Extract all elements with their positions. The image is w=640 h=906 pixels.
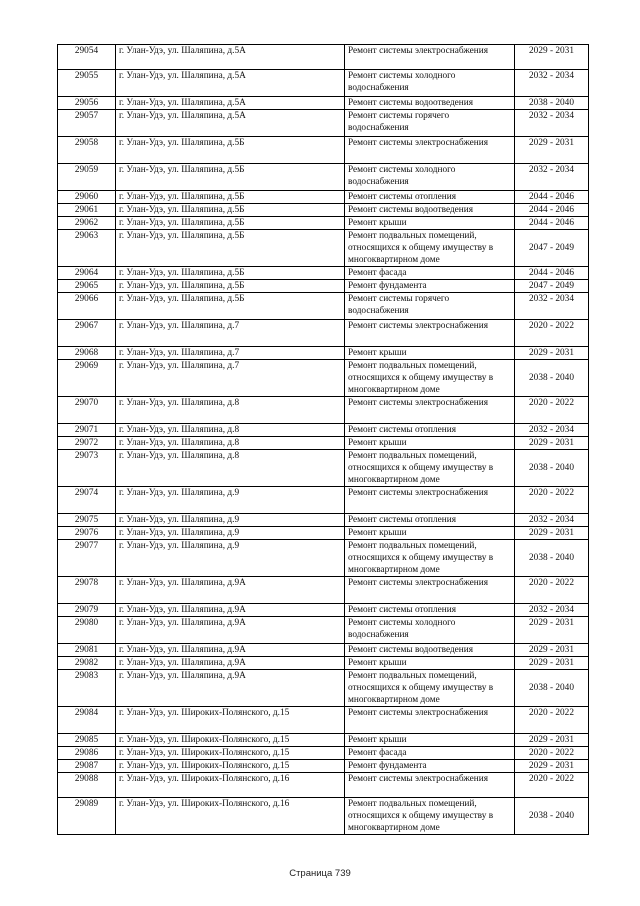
address-cell: г. Улан-Удэ, ул. Шаляпина, д.5Б [116,204,345,217]
row-number-cell: 29057 [58,110,116,137]
work-type-cell: Ремонт системы отопления [345,191,515,204]
work-type-cell: Ремонт системы электроснабжения [345,577,515,604]
table-row [58,604,589,617]
row-number-cell: 29070 [58,397,116,424]
address-cell: г. Улан-Удэ, ул. Шаляпина, д.8 [116,450,345,487]
row-number-cell: 29078 [58,577,116,604]
address-cell: г. Улан-Удэ, ул. Широких-Полянского, д.15 [116,734,345,747]
table-row [58,734,589,747]
address-cell: г. Улан-Удэ, ул. Шаляпина, д.9А [116,617,345,644]
row-number-cell: 29079 [58,604,116,617]
work-type-cell: Ремонт подвальных помещений, относящихся к общему имуществу в многоквартирном доме [345,540,515,577]
address-cell: г. Улан-Удэ, ул. Шаляпина, д.5Б [116,267,345,280]
work-type-cell: Ремонт фасада [345,747,515,760]
row-number-cell: 29087 [58,760,116,773]
table-row [58,707,589,734]
address-cell: г. Улан-Удэ, ул. Шаляпина, д.7 [116,320,345,347]
period-cell: 2032 - 2034 [515,604,589,617]
work-type-cell: Ремонт системы электроснабжения [345,45,515,70]
table-row [58,657,589,670]
table-row [58,577,589,604]
work-type-cell: Ремонт крыши [345,347,515,360]
table-row [58,347,589,360]
table-row [58,424,589,437]
work-type-cell: Ремонт системы водоотведения [345,97,515,110]
work-type-cell: Ремонт системы электроснабжения [345,320,515,347]
row-number-cell: 29075 [58,514,116,527]
period-cell: 2020 - 2022 [515,747,589,760]
row-number-cell: 29069 [58,360,116,397]
table-row [58,320,589,347]
table-row [58,164,589,191]
address-cell: г. Улан-Удэ, ул. Шаляпина, д.9А [116,657,345,670]
address-cell: г. Улан-Удэ, ул. Шаляпина, д.5А [116,110,345,137]
row-number-cell: 29074 [58,487,116,514]
address-cell: г. Улан-Удэ, ул. Широких-Полянского, д.16 [116,798,345,835]
period-cell: 2038 - 2040 [515,670,589,707]
address-cell: г. Улан-Удэ, ул. Шаляпина, д.5А [116,97,345,110]
address-cell: г. Улан-Удэ, ул. Шаляпина, д.5Б [116,293,345,320]
work-type-cell: Ремонт подвальных помещений, относящихся к общему имуществу в многоквартирном доме [345,450,515,487]
address-cell: г. Улан-Удэ, ул. Шаляпина, д.9А [116,644,345,657]
row-number-cell: 29072 [58,437,116,450]
work-type-cell: Ремонт фундамента [345,280,515,293]
repair-schedule-table [57,44,589,835]
address-cell: г. Улан-Удэ, ул. Шаляпина, д.5А [116,70,345,97]
table-row [58,230,589,267]
period-cell: 2047 - 2049 [515,280,589,293]
row-number-cell: 29083 [58,670,116,707]
address-cell: г. Улан-Удэ, ул. Шаляпина, д.8 [116,424,345,437]
work-type-cell: Ремонт крыши [345,217,515,230]
period-cell: 2047 - 2049 [515,230,589,267]
table-row [58,70,589,97]
table-row [58,110,589,137]
table-body [58,45,589,835]
address-cell: г. Улан-Удэ, ул. Шаляпина, д.7 [116,347,345,360]
table-row [58,670,589,707]
table-row [58,204,589,217]
work-type-cell: Ремонт системы холодного водоснабжения [345,70,515,97]
period-cell: 2038 - 2040 [515,450,589,487]
address-cell: г. Улан-Удэ, ул. Шаляпина, д.5Б [116,164,345,191]
period-cell: 2029 - 2031 [515,760,589,773]
row-number-cell: 29066 [58,293,116,320]
address-cell: г. Улан-Удэ, ул. Широких-Полянского, д.15 [116,707,345,734]
period-cell: 2020 - 2022 [515,707,589,734]
row-number-cell: 29080 [58,617,116,644]
row-number-cell: 29081 [58,644,116,657]
table-row [58,397,589,424]
work-type-cell: Ремонт системы электроснабжения [345,487,515,514]
table-row [58,137,589,164]
work-type-cell: Ремонт системы горячего водоснабжения [345,293,515,320]
address-cell: г. Улан-Удэ, ул. Шаляпина, д.9 [116,540,345,577]
row-number-cell: 29054 [58,45,116,70]
period-cell: 2029 - 2031 [515,657,589,670]
table-row [58,773,589,798]
work-type-cell: Ремонт крыши [345,657,515,670]
address-cell: г. Улан-Удэ, ул. Шаляпина, д.5Б [116,217,345,230]
work-type-cell: Ремонт системы электроснабжения [345,397,515,424]
period-cell: 2044 - 2046 [515,204,589,217]
work-type-cell: Ремонт системы отопления [345,424,515,437]
row-number-cell: 29055 [58,70,116,97]
page-number: Страница 739 [289,868,351,879]
address-cell: г. Улан-Удэ, ул. Шаляпина, д.8 [116,437,345,450]
table-row [58,450,589,487]
address-cell: г. Улан-Удэ, ул. Широких-Полянского, д.15 [116,760,345,773]
work-type-cell: Ремонт системы горячего водоснабжения [345,110,515,137]
period-cell: 2038 - 2040 [515,360,589,397]
work-type-cell: Ремонт системы водоотведения [345,204,515,217]
period-cell: 2032 - 2034 [515,164,589,191]
period-cell: 2029 - 2031 [515,617,589,644]
table-row [58,760,589,773]
work-type-cell: Ремонт системы холодного водоснабжения [345,617,515,644]
table-row [58,360,589,397]
work-type-cell: Ремонт фасада [345,267,515,280]
row-number-cell: 29077 [58,540,116,577]
period-cell: 2029 - 2031 [515,45,589,70]
address-cell: г. Улан-Удэ, ул. Шаляпина, д.5Б [116,191,345,204]
address-cell: г. Улан-Удэ, ул. Шаляпина, д.7 [116,360,345,397]
work-type-cell: Ремонт крыши [345,437,515,450]
work-type-cell: Ремонт крыши [345,734,515,747]
table-row [58,437,589,450]
period-cell: 2032 - 2034 [515,110,589,137]
row-number-cell: 29056 [58,97,116,110]
period-cell: 2029 - 2031 [515,437,589,450]
period-cell: 2032 - 2034 [515,293,589,320]
period-cell: 2032 - 2034 [515,514,589,527]
address-cell: г. Улан-Удэ, ул. Шаляпина, д.9 [116,487,345,514]
address-cell: г. Улан-Удэ, ул. Шаляпина, д.9А [116,670,345,707]
work-type-cell: Ремонт подвальных помещений, относящихся к общему имуществу в многоквартирном доме [345,798,515,835]
period-cell: 2029 - 2031 [515,644,589,657]
row-number-cell: 29068 [58,347,116,360]
row-number-cell: 29063 [58,230,116,267]
period-cell: 2044 - 2046 [515,191,589,204]
row-number-cell: 29086 [58,747,116,760]
row-number-cell: 29073 [58,450,116,487]
row-number-cell: 29067 [58,320,116,347]
period-cell: 2038 - 2040 [515,798,589,835]
table-row [58,540,589,577]
period-cell: 2032 - 2034 [515,70,589,97]
row-number-cell: 29064 [58,267,116,280]
address-cell: г. Улан-Удэ, ул. Широких-Полянского, д.15 [116,747,345,760]
address-cell: г. Улан-Удэ, ул. Шаляпина, д.8 [116,397,345,424]
work-type-cell: Ремонт системы электроснабжения [345,707,515,734]
address-cell: г. Улан-Удэ, ул. Шаляпина, д.5А [116,45,345,70]
work-type-cell: Ремонт подвальных помещений, относящихся к общему имуществу в многоквартирном доме [345,670,515,707]
row-number-cell: 29085 [58,734,116,747]
address-cell: г. Улан-Удэ, ул. Шаляпина, д.9 [116,527,345,540]
work-type-cell: Ремонт подвальных помещений, относящихся к общему имуществу в многоквартирном доме [345,360,515,397]
row-number-cell: 29060 [58,191,116,204]
period-cell: 2044 - 2046 [515,267,589,280]
table-row [58,280,589,293]
row-number-cell: 29076 [58,527,116,540]
row-number-cell: 29084 [58,707,116,734]
period-cell: 2029 - 2031 [515,137,589,164]
table-row [58,217,589,230]
row-number-cell: 29089 [58,798,116,835]
row-number-cell: 29059 [58,164,116,191]
address-cell: г. Улан-Удэ, ул. Шаляпина, д.5Б [116,137,345,164]
table-row [58,514,589,527]
table-row [58,45,589,70]
work-type-cell: Ремонт фундамента [345,760,515,773]
table-row [58,798,589,835]
table-row [58,487,589,514]
work-type-cell: Ремонт крыши [345,527,515,540]
row-number-cell: 29061 [58,204,116,217]
address-cell: г. Улан-Удэ, ул. Шаляпина, д.5Б [116,230,345,267]
address-cell: г. Улан-Удэ, ул. Шаляпина, д.9 [116,514,345,527]
table-row [58,644,589,657]
work-type-cell: Ремонт подвальных помещений, относящихся к общему имуществу в многоквартирном доме [345,230,515,267]
work-type-cell: Ремонт системы отопления [345,604,515,617]
row-number-cell: 29088 [58,773,116,798]
table-row [58,97,589,110]
period-cell: 2020 - 2022 [515,320,589,347]
address-cell: г. Улан-Удэ, ул. Шаляпина, д.5Б [116,280,345,293]
period-cell: 2032 - 2034 [515,424,589,437]
period-cell: 2020 - 2022 [515,487,589,514]
table-row [58,191,589,204]
table-row [58,747,589,760]
table-row [58,293,589,320]
period-cell: 2029 - 2031 [515,734,589,747]
work-type-cell: Ремонт системы холодного водоснабжения [345,164,515,191]
period-cell: 2020 - 2022 [515,577,589,604]
work-type-cell: Ремонт системы отопления [345,514,515,527]
period-cell: 2038 - 2040 [515,97,589,110]
period-cell: 2029 - 2031 [515,347,589,360]
period-cell: 2020 - 2022 [515,397,589,424]
table-row [58,527,589,540]
row-number-cell: 29071 [58,424,116,437]
row-number-cell: 29065 [58,280,116,293]
work-type-cell: Ремонт системы водоотведения [345,644,515,657]
period-cell: 2029 - 2031 [515,527,589,540]
row-number-cell: 29082 [58,657,116,670]
period-cell: 2038 - 2040 [515,540,589,577]
row-number-cell: 29058 [58,137,116,164]
address-cell: г. Улан-Удэ, ул. Шаляпина, д.9А [116,604,345,617]
address-cell: г. Улан-Удэ, ул. Широких-Полянского, д.16 [116,773,345,798]
work-type-cell: Ремонт системы электроснабжения [345,773,515,798]
address-cell: г. Улан-Удэ, ул. Шаляпина, д.9А [116,577,345,604]
period-cell: 2044 - 2046 [515,217,589,230]
work-type-cell: Ремонт системы электроснабжения [345,137,515,164]
table-row [58,267,589,280]
row-number-cell: 29062 [58,217,116,230]
table-row [58,617,589,644]
period-cell: 2020 - 2022 [515,773,589,798]
